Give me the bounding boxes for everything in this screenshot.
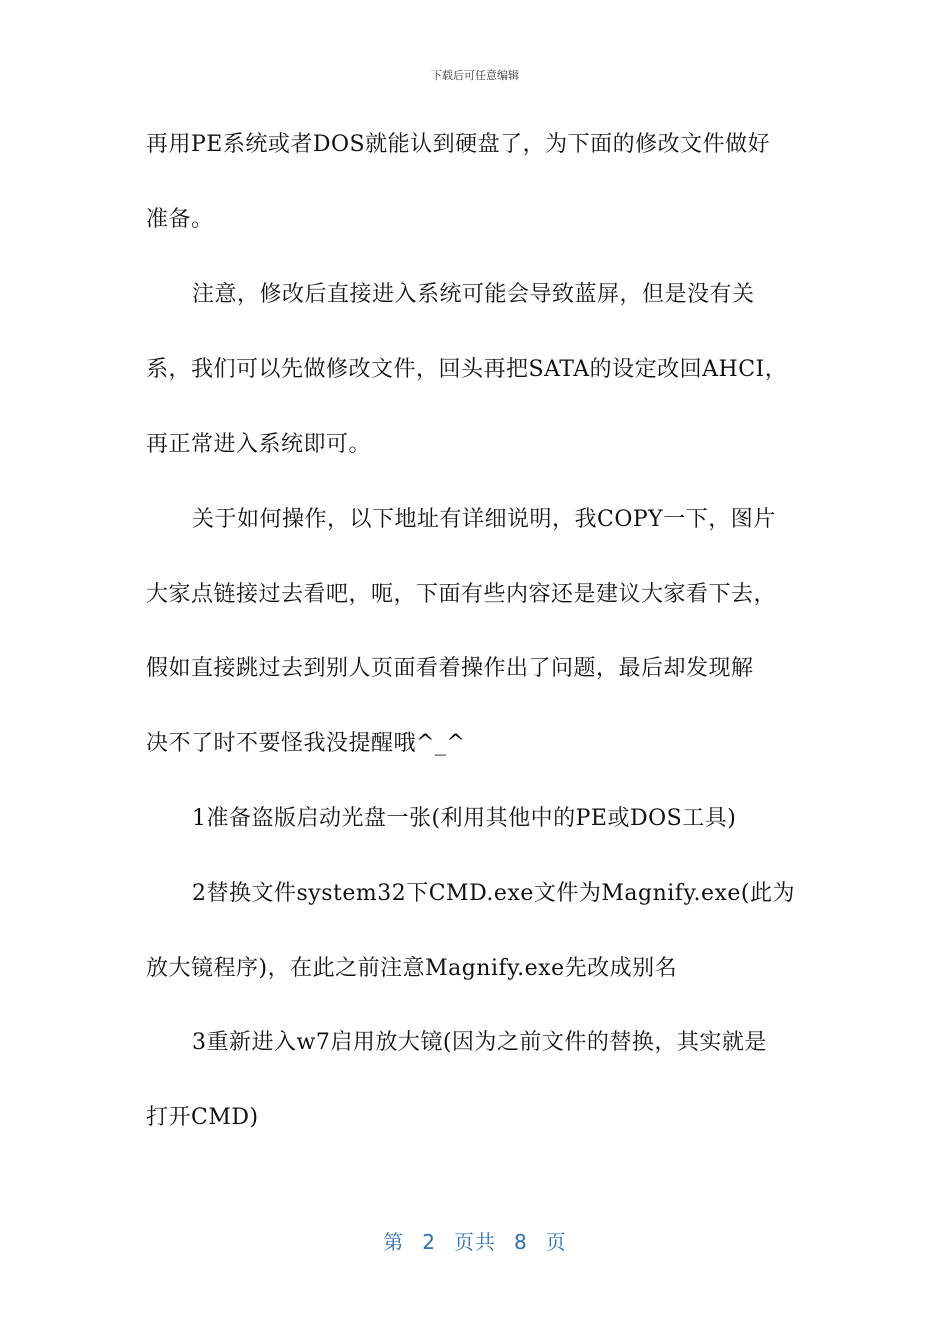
page-header: 下载后可任意编辑 — [431, 69, 519, 82]
text-line: 假如直接跳过去到别人页面看着操作出了问题，最后却发现解 — [146, 656, 754, 681]
text-line: 注意，修改后直接进入系统可能会导致蓝屏，但是没有关 — [192, 282, 755, 307]
text-line: 2替换文件system32下CMD.exe文件为Magnify.exe(此为 — [192, 881, 795, 906]
text-line: 1准备盗版启动光盘一张(利用其他中的PE或DOS工具) — [192, 806, 737, 831]
text-line: 3重新进入w7启用放大镜(因为之前文件的替换，其实就是 — [192, 1030, 767, 1055]
text-line: 系，我们可以先做修改文件，回头再把SATA的设定改回AHCI， — [146, 357, 788, 382]
text-line: 决不了时不要怪我没提醒哦^_^ — [146, 731, 466, 756]
footer-page-number: 2 — [422, 1230, 436, 1254]
page-footer — [0, 1226, 950, 1255]
text-line: 再用PE系统或者DOS就能认到硬盘了，为下面的修改文件做好 — [146, 132, 771, 157]
footer-total-pages: 8 — [514, 1230, 528, 1254]
text-line: 准备。 — [146, 207, 214, 232]
text-line: 再正常进入系统即可。 — [146, 432, 372, 457]
text-line: 打开CMD) — [146, 1105, 259, 1130]
footer-middle: 页共 — [454, 1230, 496, 1254]
footer-suffix: 页 — [545, 1230, 567, 1254]
footer-prefix: 第 — [383, 1230, 405, 1254]
text-line: 放大镜程序)，在此之前注意Magnify.exe先改成别名 — [146, 956, 678, 981]
text-line: 大家点链接过去看吧，呃，下面有些内容还是建议大家看下去， — [146, 582, 777, 607]
text-line: 关于如何操作，以下地址有详细说明，我COPY一下，图片 — [192, 507, 776, 532]
